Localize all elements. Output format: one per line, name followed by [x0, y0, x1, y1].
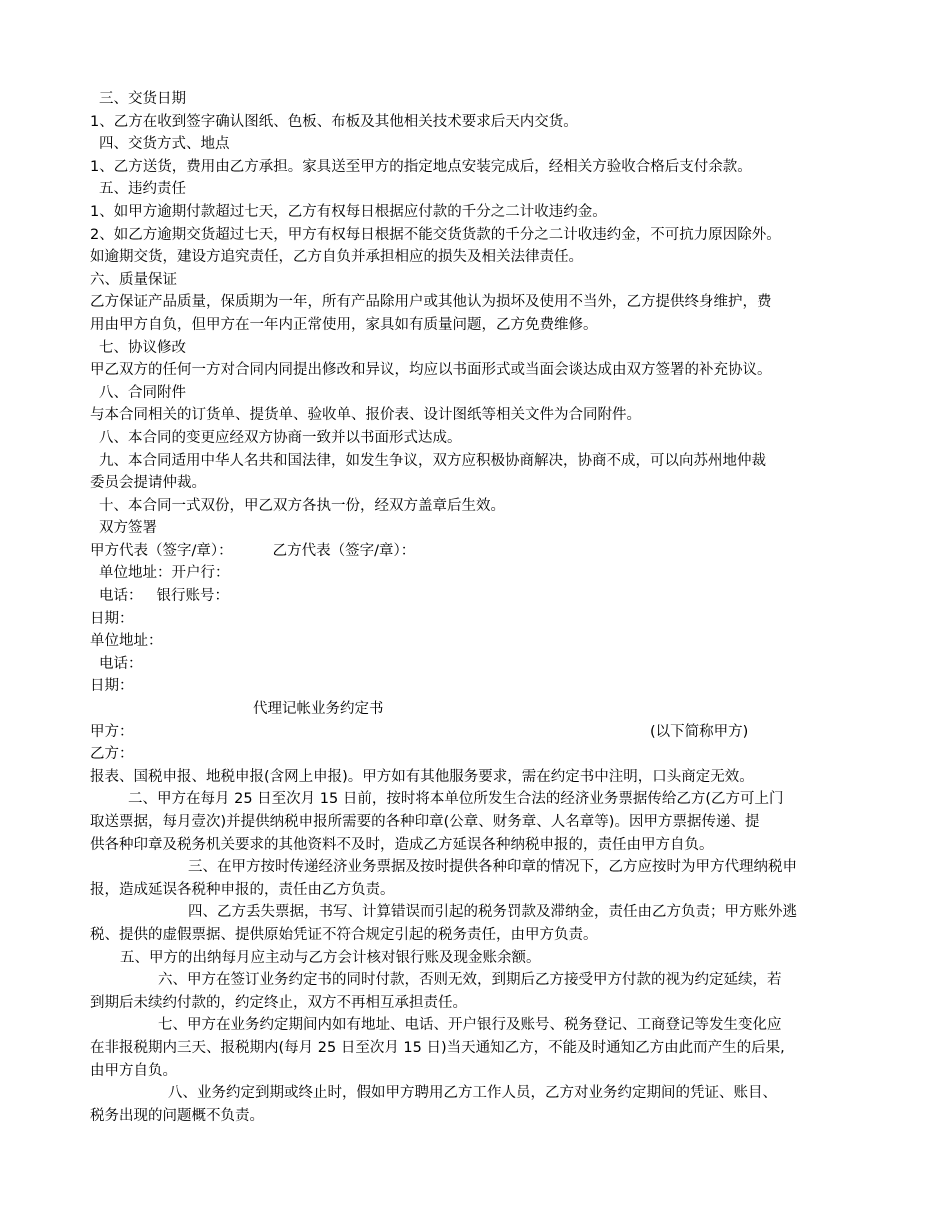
party-a-label: 甲方： [90, 723, 134, 740]
section-heading: 七、协议修改 [99, 339, 186, 356]
paragraph: 1、乙方在收到签字确认图纸、色板、布板及其他相关技术要求后天内交货。 [90, 113, 578, 130]
signature-line [90, 540, 865, 563]
phone-bank-line [90, 585, 865, 608]
phone-label: 电话： [99, 655, 143, 672]
paragraph: 用由甲方自负，但甲方在一年内正常使用，家具如有质量问题，乙方免费维修。 [90, 316, 598, 333]
paragraph: 八、业务约定到期或终止时，假如甲方聘用乙方工作人员，乙方对业务约定期间的凭证、账目、 [168, 1085, 777, 1102]
party-a-line [90, 721, 865, 744]
paragraph: 1、乙方送货，费用由乙方承担。家具送至甲方的指定地点安装完成后，经相关方验收合格后支付余款。 [90, 158, 752, 175]
party-a-representative-label: 甲方代表（签字/章）： [90, 542, 233, 559]
document-page [90, 88, 865, 1127]
paragraph: 报，造成延误各税种申报的，责任由乙方负责。 [90, 881, 395, 898]
party-b-label: 乙方： [90, 746, 134, 763]
paragraph: 由甲方自负。 [90, 1062, 177, 1079]
agreement-title: 代理记帐业务约定书 [253, 701, 384, 718]
paragraph: 四、乙方丢失票据，书写、计算错误而引起的税务罚款及滞纳金，责任由乙方负责；甲方账外逃 [188, 904, 797, 921]
party-a-note: (以下简称甲方) [650, 723, 749, 740]
paragraph: 甲乙双方的任何一方对合同内同提出修改和异议，均应以书面形式或当面会谈达成由双方签署的补充协议。 [90, 362, 772, 379]
paragraph: 九、本合同适用中华人名共和国法律，如发生争议，双方应积极协商解决，协商不成，可以向苏州地仲裁 [99, 452, 766, 469]
paragraph: 委员会提请仲裁。 [90, 475, 206, 492]
address-line: 单位地址：开户行： [99, 565, 230, 582]
section-heading: 六、质量保证 [90, 271, 177, 288]
paragraph: 三、在甲方按时传递经济业务票据及按时提供各种印章的情况下，乙方应按时为甲方代理纳税申 [188, 859, 797, 876]
paragraph: 十、本合同一式双份，甲乙双方各执一份，经双方盖章后生效。 [99, 497, 505, 514]
date-label: 日期： [90, 678, 134, 695]
paragraph: 如逾期交货，建设方追究责任，乙方自负并承担相应的损失及相关法律责任。 [90, 249, 583, 266]
paragraph: 与本合同相关的订货单、提货单、验收单、报价表、设计图纸等相关文件为合同附件。 [90, 407, 641, 424]
address-label: 单位地址： [90, 633, 163, 650]
paragraph: 取送票据，每月壹次)并提供纳税申报所需要的各种印章(公章、财务章、人名章等)。因甲方票据传递、提 [90, 814, 760, 830]
paragraph: 乙方保证产品质量，保质期为一年，所有产品除用户或其他认为损坏及使用不当外，乙方提供终身维护，费 [90, 294, 772, 311]
phone-label: 电话： [99, 588, 143, 605]
paragraph: 八、本合同的变更应经双方协商一致并以书面形式达成。 [99, 429, 462, 446]
section-heading: 四、交货方式、地点 [99, 136, 230, 153]
signature-heading: 双方签署 [99, 520, 157, 537]
paragraph: 报表、国税申报、地税申报(含网上申报)。甲方如有其他服务要求，需在约定书中注明，口头商定无效。 [90, 768, 754, 785]
paragraph: 五、甲方的出纳每月应主动与乙方会计核对银行账及现金账余额。 [120, 949, 541, 966]
paragraph: 1、如甲方逾期付款超过七天，乙方有权每日根据应付款的千分之二计收违约金。 [90, 203, 607, 220]
date-label: 日期： [90, 610, 134, 627]
paragraph: 在非报税期内三天、报税期内(每月 25 日至次月 15 日)当天通知乙方，不能及时通知乙方由此而产生的后果, [90, 1039, 785, 1056]
party-b-representative-label: 乙方代表（签字/章）： [272, 542, 416, 559]
section-heading: 八、合同附件 [99, 384, 186, 401]
paragraph: 六、甲方在签订业务约定书的同时付款，否则无效，到期后乙方接受甲方付款的视为约定延续，若 [158, 972, 782, 989]
section-heading: 五、违约责任 [99, 181, 186, 198]
paragraph: 二、甲方在每月 25 日至次月 15 日前，按时将本单位所发生合法的经济业务票据传给乙方(乙方可上门 [128, 791, 784, 808]
paragraph: 供各种印章及税务机关要求的其他资料不及时，造成乙方延误各种纳税申报的，责任由甲方自负。 [90, 836, 714, 853]
paragraph: 税、提供的虚假票据、提供原始凭证不符合规定引起的税务责任，由甲方负责。 [90, 926, 598, 943]
section-heading: 三、交货日期 [99, 91, 186, 107]
paragraph: 2、如乙方逾期交货超过七天，甲方有权每日根据不能交货货款的千分之二计收违约金，不可抗力原因除外。 [90, 226, 781, 243]
bank-account-label: 银行账号： [156, 588, 229, 605]
paragraph: 七、甲方在业务约定期间内如有地址、电话、开户银行及账号、税务登记、工商登记等发生变化应 [158, 1017, 782, 1034]
paragraph: 税务出现的问题概不负责。 [90, 1107, 264, 1124]
paragraph: 到期后未续约付款的，约定终止，双方不再相互承担责任。 [90, 994, 467, 1011]
